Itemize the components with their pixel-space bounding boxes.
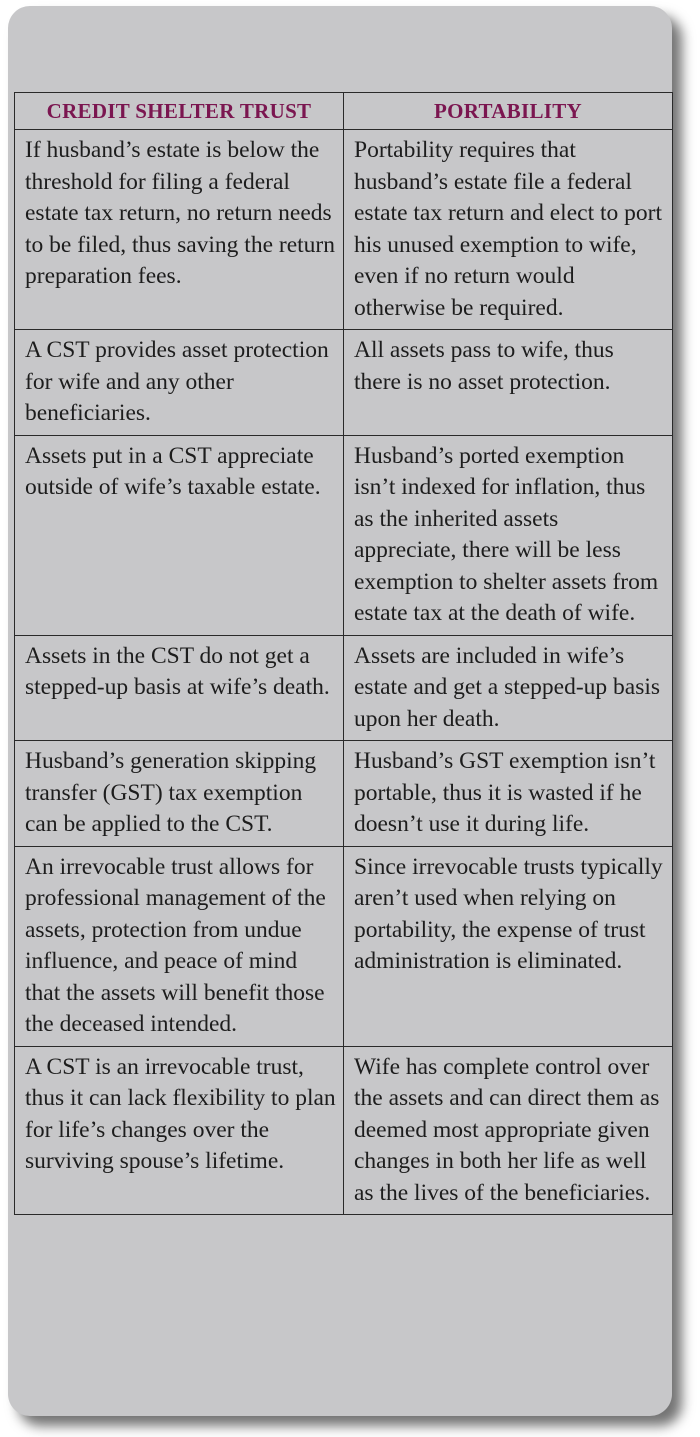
portability-cell: Husband’s GST exemption isn’t portable, thus it is wasted if he doesn’t use it during life. [344, 741, 673, 847]
table-row [15, 435, 673, 635]
header-portability: PORTABILITY [344, 93, 673, 130]
cst-cell: An irrevocable trust allows for professional management of the assets, protection from undue influence, and peace of mind that the assets will benefit those the deceased intended. [15, 846, 344, 1046]
table-row [15, 741, 673, 847]
portability-cell: Wife has complete control over the assets and can direct them as deemed most appropriate given changes in both her life as well as the lives of the beneficiaries. [344, 1046, 673, 1215]
comparison-table [14, 92, 673, 1215]
cst-cell: A CST provides asset protection for wife and any other beneficiaries. [15, 330, 344, 436]
header-row [15, 93, 673, 130]
cst-cell: If husband’s estate is below the threshold for filing a federal estate tax return, no return needs to be filed, thus saving the return preparation fees. [15, 130, 344, 330]
cst-cell: A CST is an irrevocable trust, thus it can lack flexibility to plan for life’s changes over the surviving spouse’s lifetime. [15, 1046, 344, 1215]
header-credit-shelter-trust: CREDIT SHELTER TRUST [15, 93, 344, 130]
portability-cell: Assets are included in wife’s estate and get a stepped-up basis upon her death. [344, 635, 673, 741]
table-row [15, 330, 673, 436]
cst-cell: Husband’s generation skipping transfer (GST) tax exemption can be applied to the CST. [15, 741, 344, 847]
table-row [15, 130, 673, 330]
table-row [15, 635, 673, 741]
portability-cell: All assets pass to wife, thus there is no asset protection. [344, 330, 673, 436]
cst-cell: Assets put in a CST appreciate outside of wife’s taxable estate. [15, 435, 344, 635]
cst-cell: Assets in the CST do not get a stepped-up basis at wife’s death. [15, 635, 344, 741]
table-row [15, 846, 673, 1046]
portability-cell: Since irrevocable trusts typically aren’t used when relying on portability, the expense of trust administration is eliminated. [344, 846, 673, 1046]
table-row [15, 1046, 673, 1215]
portability-cell: Husband’s ported exemption isn’t indexed for inflation, thus as the inherited assets appreciate, there will be less exemption to shelter assets from estate tax at the death of wife. [344, 435, 673, 635]
portability-cell: Portability requires that husband’s estate file a federal estate tax return and elect to port his unused exemption to wife, even if no return would otherwise be required. [344, 130, 673, 330]
